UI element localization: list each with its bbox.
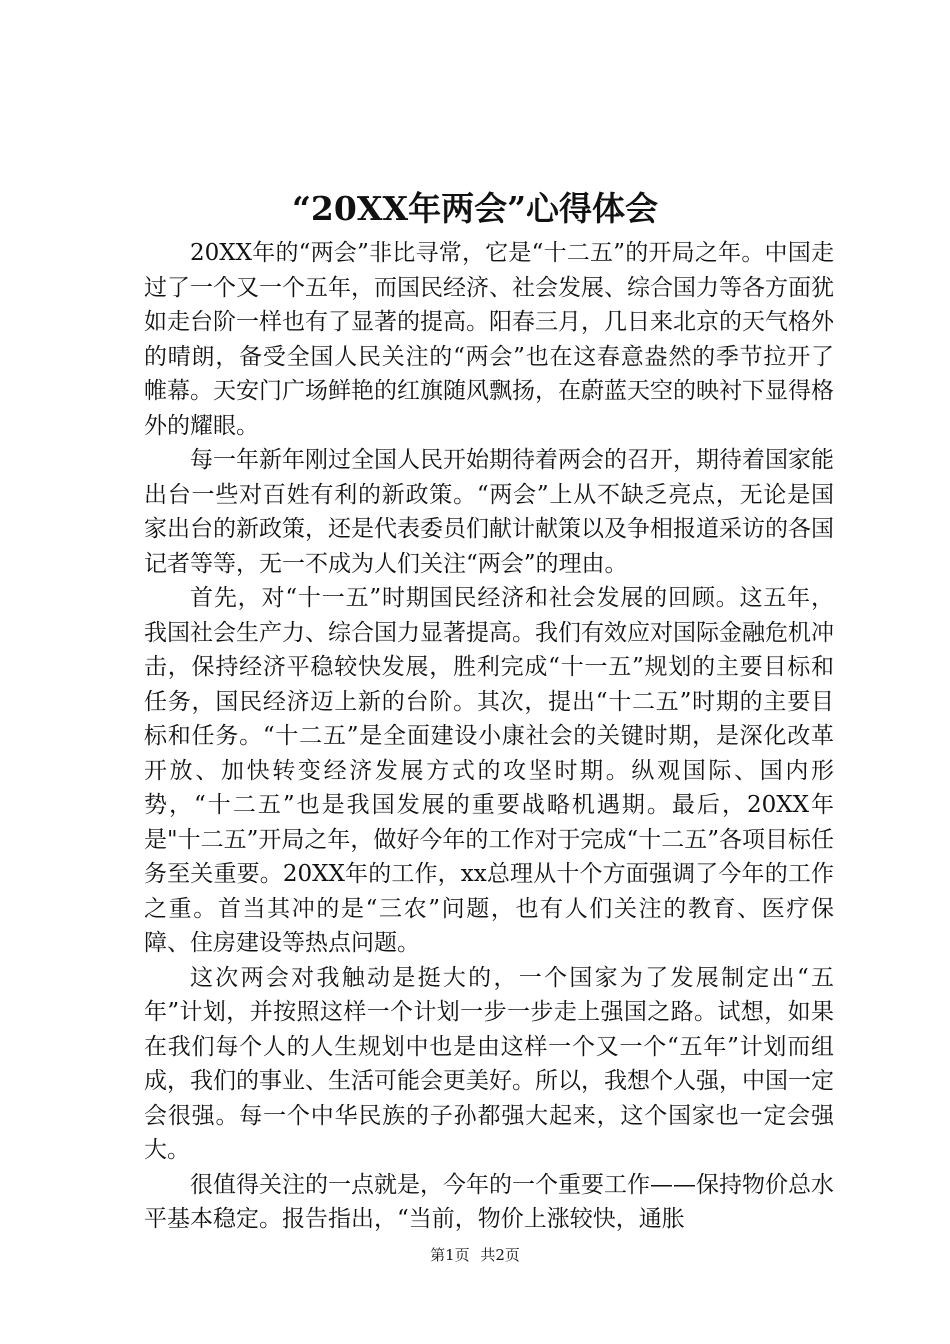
document-title: “20XX年两会”心得体会 bbox=[291, 189, 659, 228]
paragraph: 这次两会对我触动是挺大的，一个国家为了发展制定出“五年”计划，并按照这样一个计划一步一步走上强国之路。试想，如果在我们每个人的人生规划中也是由这样一个又一个“五年”计划而组成，我们的事业、生活可能会更美好。所以，我想个人强，中国一定会很强。每一个中华民族的子孙都强大起来，这个国家也一定会强大。 bbox=[144, 964, 834, 1163]
page-total: 共2页 bbox=[480, 1246, 520, 1264]
document-body bbox=[144, 236, 834, 1237]
paragraph: 20XX年的“两会”非比寻常，它是“十二五”的开局之年。中国走过了一个又一个五年，而国民经济、社会发展、综合国力等各方面犹如走台阶一样也有了显著的提高。阳春三月，几日来北京的天气格外的晴朗，备受全国人民关注的“两会”也在这春意盎然的季节拉开了帷幕。天安门广场鲜艳的红旗随风飘扬，在蔚蓝天空的映衬下显得格外的耀眼。 bbox=[144, 240, 834, 439]
paragraph: 每一年新年刚过全国人民开始期待着两会的召开，期待着国家能出台一些对百姓有利的新政策。“两会”上从不缺乏亮点，无论是国家出台的新政策，还是代表委员们献计献策以及争相报道采访的各国记者等等，无一不成为人们关注“两会”的理由。 bbox=[144, 447, 834, 577]
paragraph: 首先，对“十一五”时期国民经济和社会发展的回顾。这五年，我国社会生产力、综合国力显著提高。我们有效应对国际金融危机冲击，保持经济平稳较快发展，胜利完成“十一五”规划的主要目标和任务，国民经济迈上新的台阶。其次，提出“十二五”时期的主要目标和任务。“十二五”是全面建设小康社会的关键时期，是深化改革开放、加快转变经济发展方式的攻坚时期。纵观国际、国内形势，“十二五”也是我国发展的重要战略机遇期。最后，20XX年是"十二五”开局之年，做好今年的工作对于完成“十二五”各项目标任务至关重要。20XX年的工作，xx总理从十个方面强调了今年的工作之重。首当其冲的是“三农”问题，也有人们关注的教育、医疗保障、住房建设等热点问题。 bbox=[144, 585, 835, 956]
page-number: 第1页 bbox=[430, 1246, 470, 1264]
paragraph: 很值得关注的一点就是，今年的一个重要工作——保持物价总水平基本稳定。报告指出，“当前，物价上涨较快，通胀 bbox=[144, 1171, 834, 1232]
page-footer bbox=[0, 1244, 950, 1266]
